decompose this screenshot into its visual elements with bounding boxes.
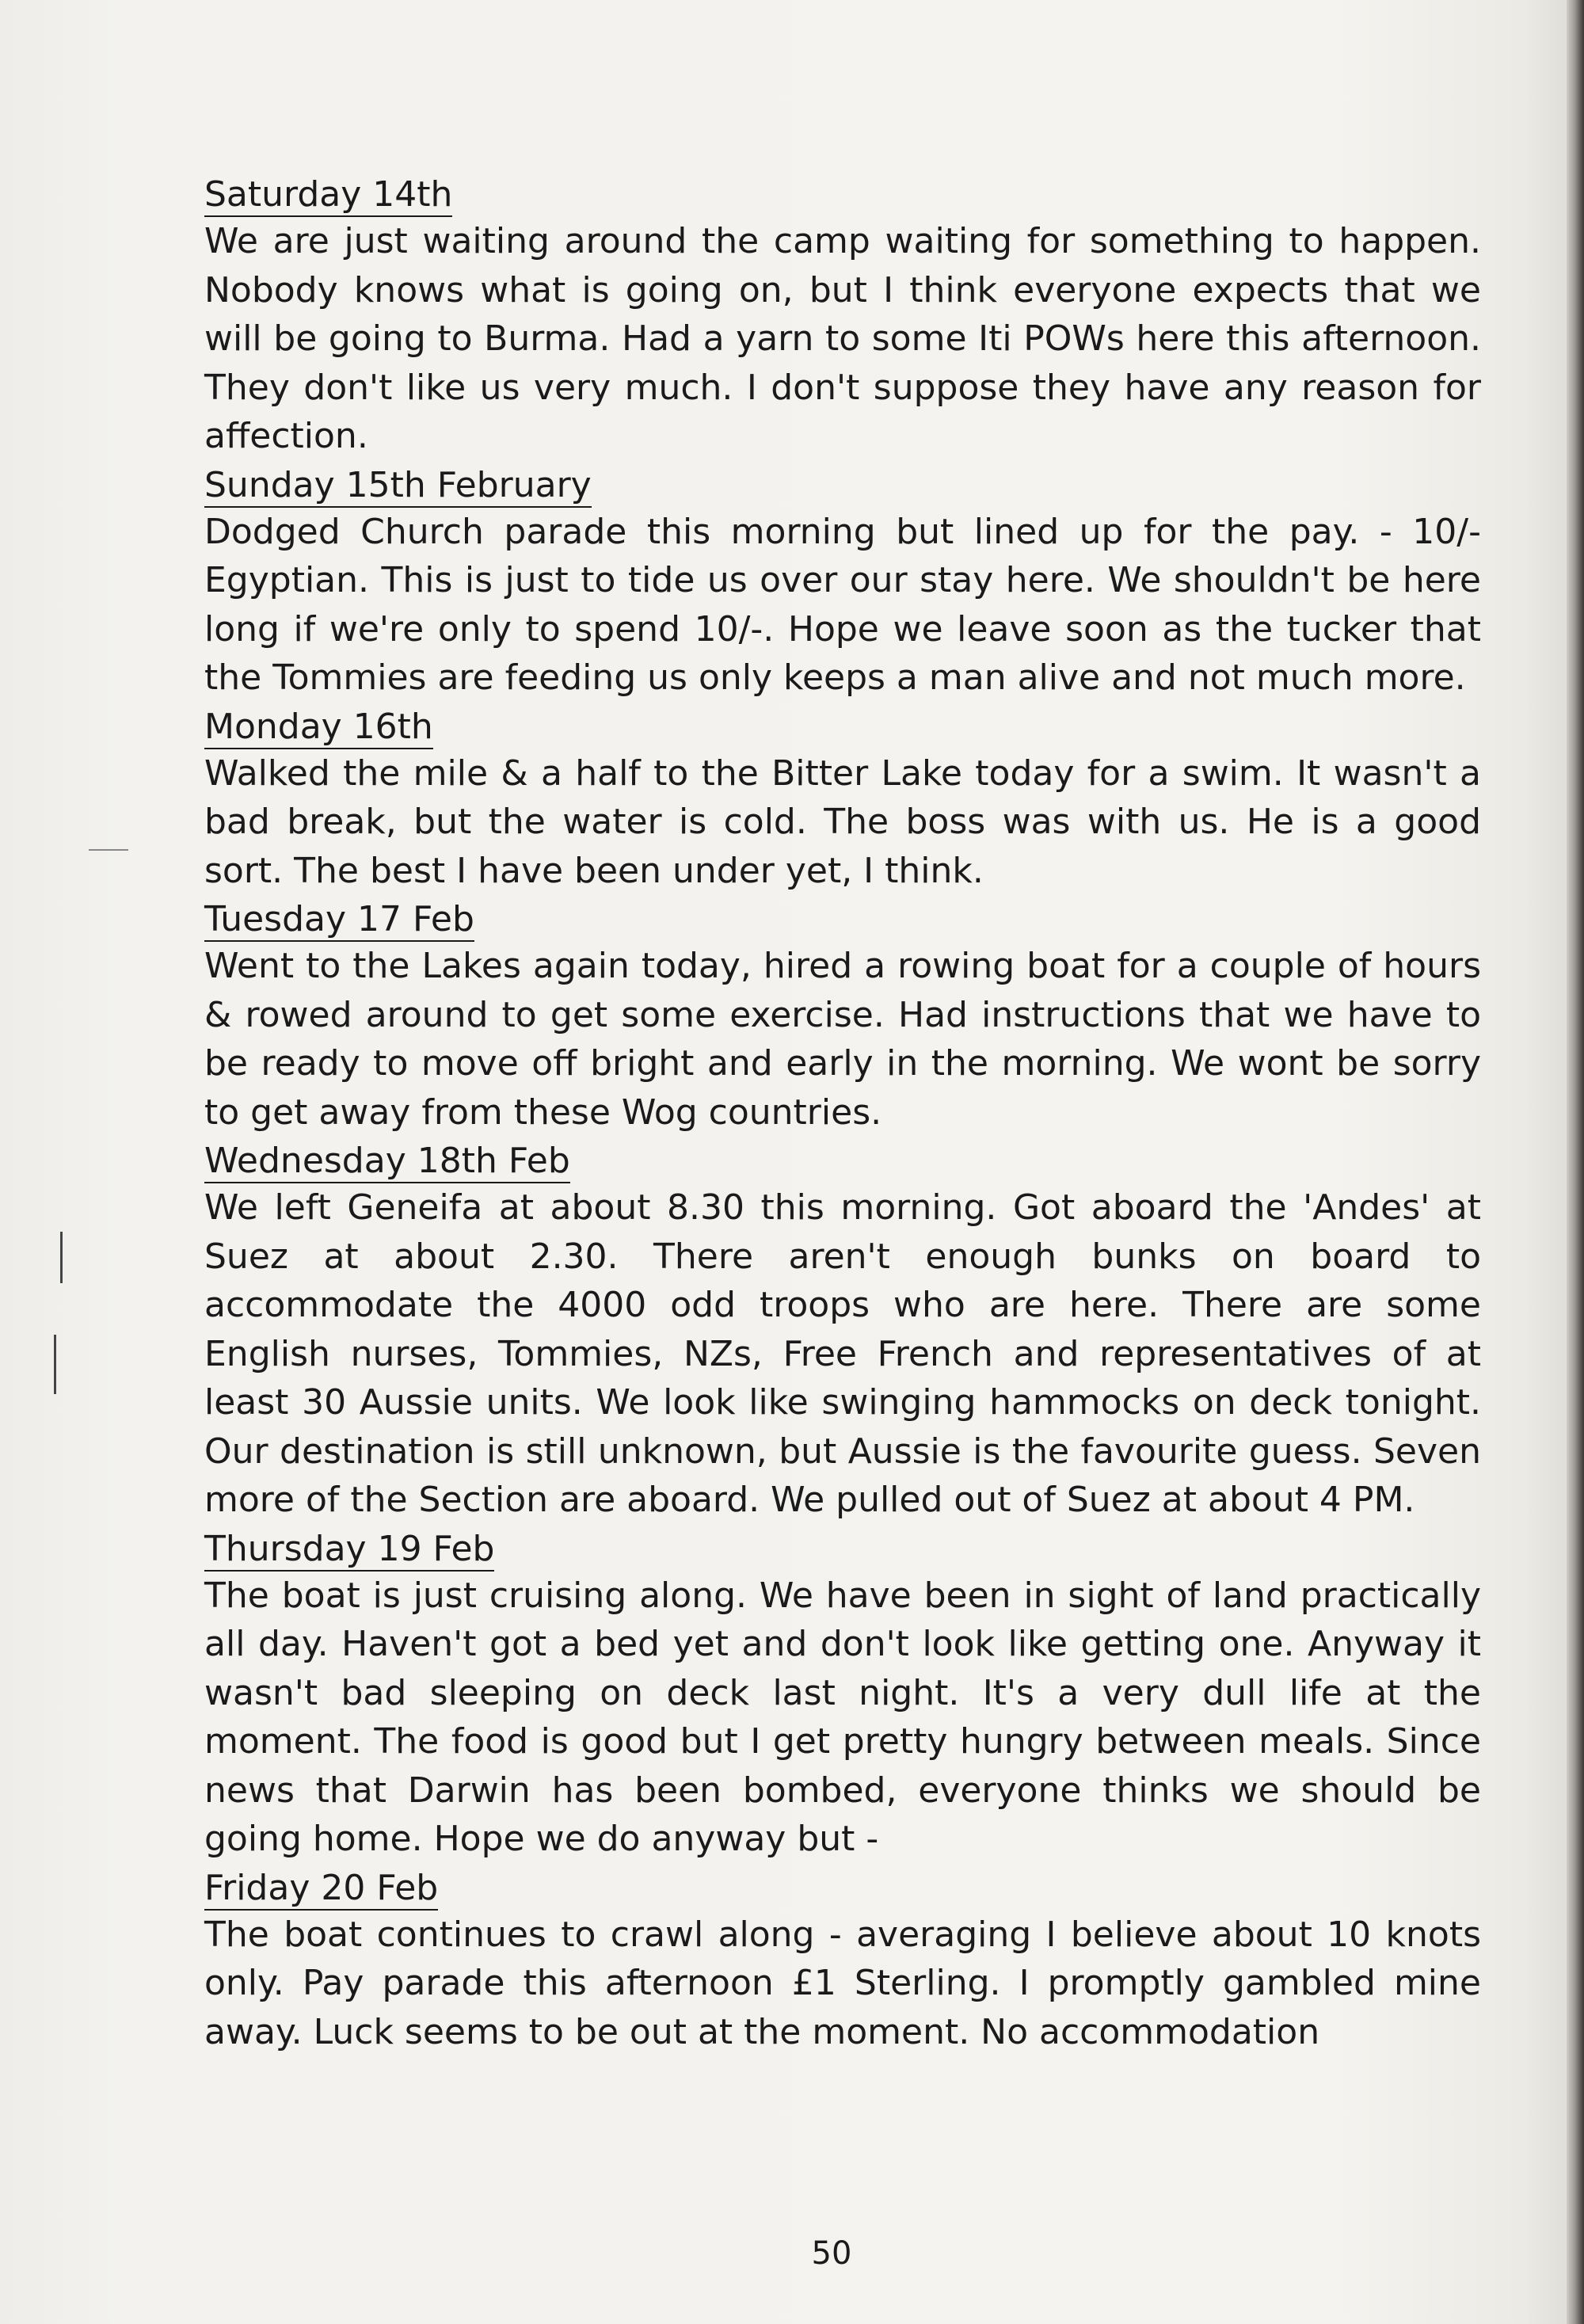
entry-body: Dodged Church parade this morning but lined up for the pay. - 10/- Egyptian. This is just to tide us over our stay here. We shouldn't be here long if we're only to spend 10/-. Hope we leave soon as the tucker that the Tommies are feeding us only keeps a man alive and not much more. <box>204 511 1481 698</box>
entry-heading <box>204 1525 1481 1572</box>
entry-heading <box>204 895 1481 942</box>
date-heading: Friday 20 Feb <box>204 1868 438 1911</box>
page-number: 50 <box>811 2235 852 2272</box>
margin-mark <box>54 1335 56 1394</box>
date-heading: Wednesday 18th Feb <box>204 1141 570 1183</box>
entry-body: We are just waiting around the camp waiting for something to happen. Nobody knows what is going on, but I think everyone expects that we will be going to Burma. Had a yarn to some Iti POWs here this afternoon. They don't like us very much. I don't suppose they have any reason for affection. <box>204 221 1481 456</box>
entry-body: The boat continues to crawl along - averaging I believe about 10 knots only. Pay parade this afternoon £1 Sterling. I promptly gambled mine away. Luck seems to be out at the moment. No accommodation <box>204 1914 1481 2052</box>
diary-text <box>204 170 1481 2056</box>
date-heading: Thursday 19 Feb <box>204 1529 494 1572</box>
date-heading: Tuesday 17 Feb <box>204 899 474 942</box>
date-heading: Saturday 14th <box>204 174 452 217</box>
margin-mark <box>89 849 128 851</box>
date-heading: Monday 16th <box>204 707 433 749</box>
entry-heading <box>204 1137 1481 1183</box>
margin-mark <box>60 1232 63 1283</box>
entry-body: Went to the Lakes again today, hired a rowing boat for a couple of hours & rowed around to get some exercise. Had instructions that we have to be ready to move off bright and early in the morning. We wont be sorry to get away from these Wog countries. <box>204 946 1481 1133</box>
entry-heading <box>204 703 1481 749</box>
page-edge-shadow <box>1567 0 1584 2324</box>
entry-heading <box>204 1864 1481 1911</box>
entry-body: We left Geneifa at about 8.30 this morning. Got aboard the 'Andes' at Suez at about 2.30. There aren't enough bunks on board to accommodate the 4000 odd troops who are here. There are some English nurses, Tommies, NZs, Free French and representatives of at least 30 Aussie units. We look like swinging hammocks on deck tonight. Our destination is still unknown, but Aussie is the favourite guess. Seven more of the Section are aboard. We pulled out of Suez at about 4 PM. <box>204 1187 1481 1520</box>
entry-heading <box>204 461 1481 508</box>
entry-heading <box>204 170 1481 217</box>
date-heading: Sunday 15th February <box>204 465 592 508</box>
entry-body: The boat is just cruising along. We have been in sight of land practically all day. Haven't got a bed yet and don't look like getting one. Anyway it wasn't bad sleeping on deck last night. It's a very dull life at the moment. The food is good but I get pretty hungry between meals. Since news that Darwin has been bombed, everyone thinks we should be going home. Hope we do anyway but - <box>204 1575 1481 1859</box>
entry-body: Walked the mile & a half to the Bitter Lake today for a swim. It wasn't a bad break, but the water is cold. The boss was with us. He is a good sort. The best I have been under yet, I think. <box>204 752 1481 891</box>
